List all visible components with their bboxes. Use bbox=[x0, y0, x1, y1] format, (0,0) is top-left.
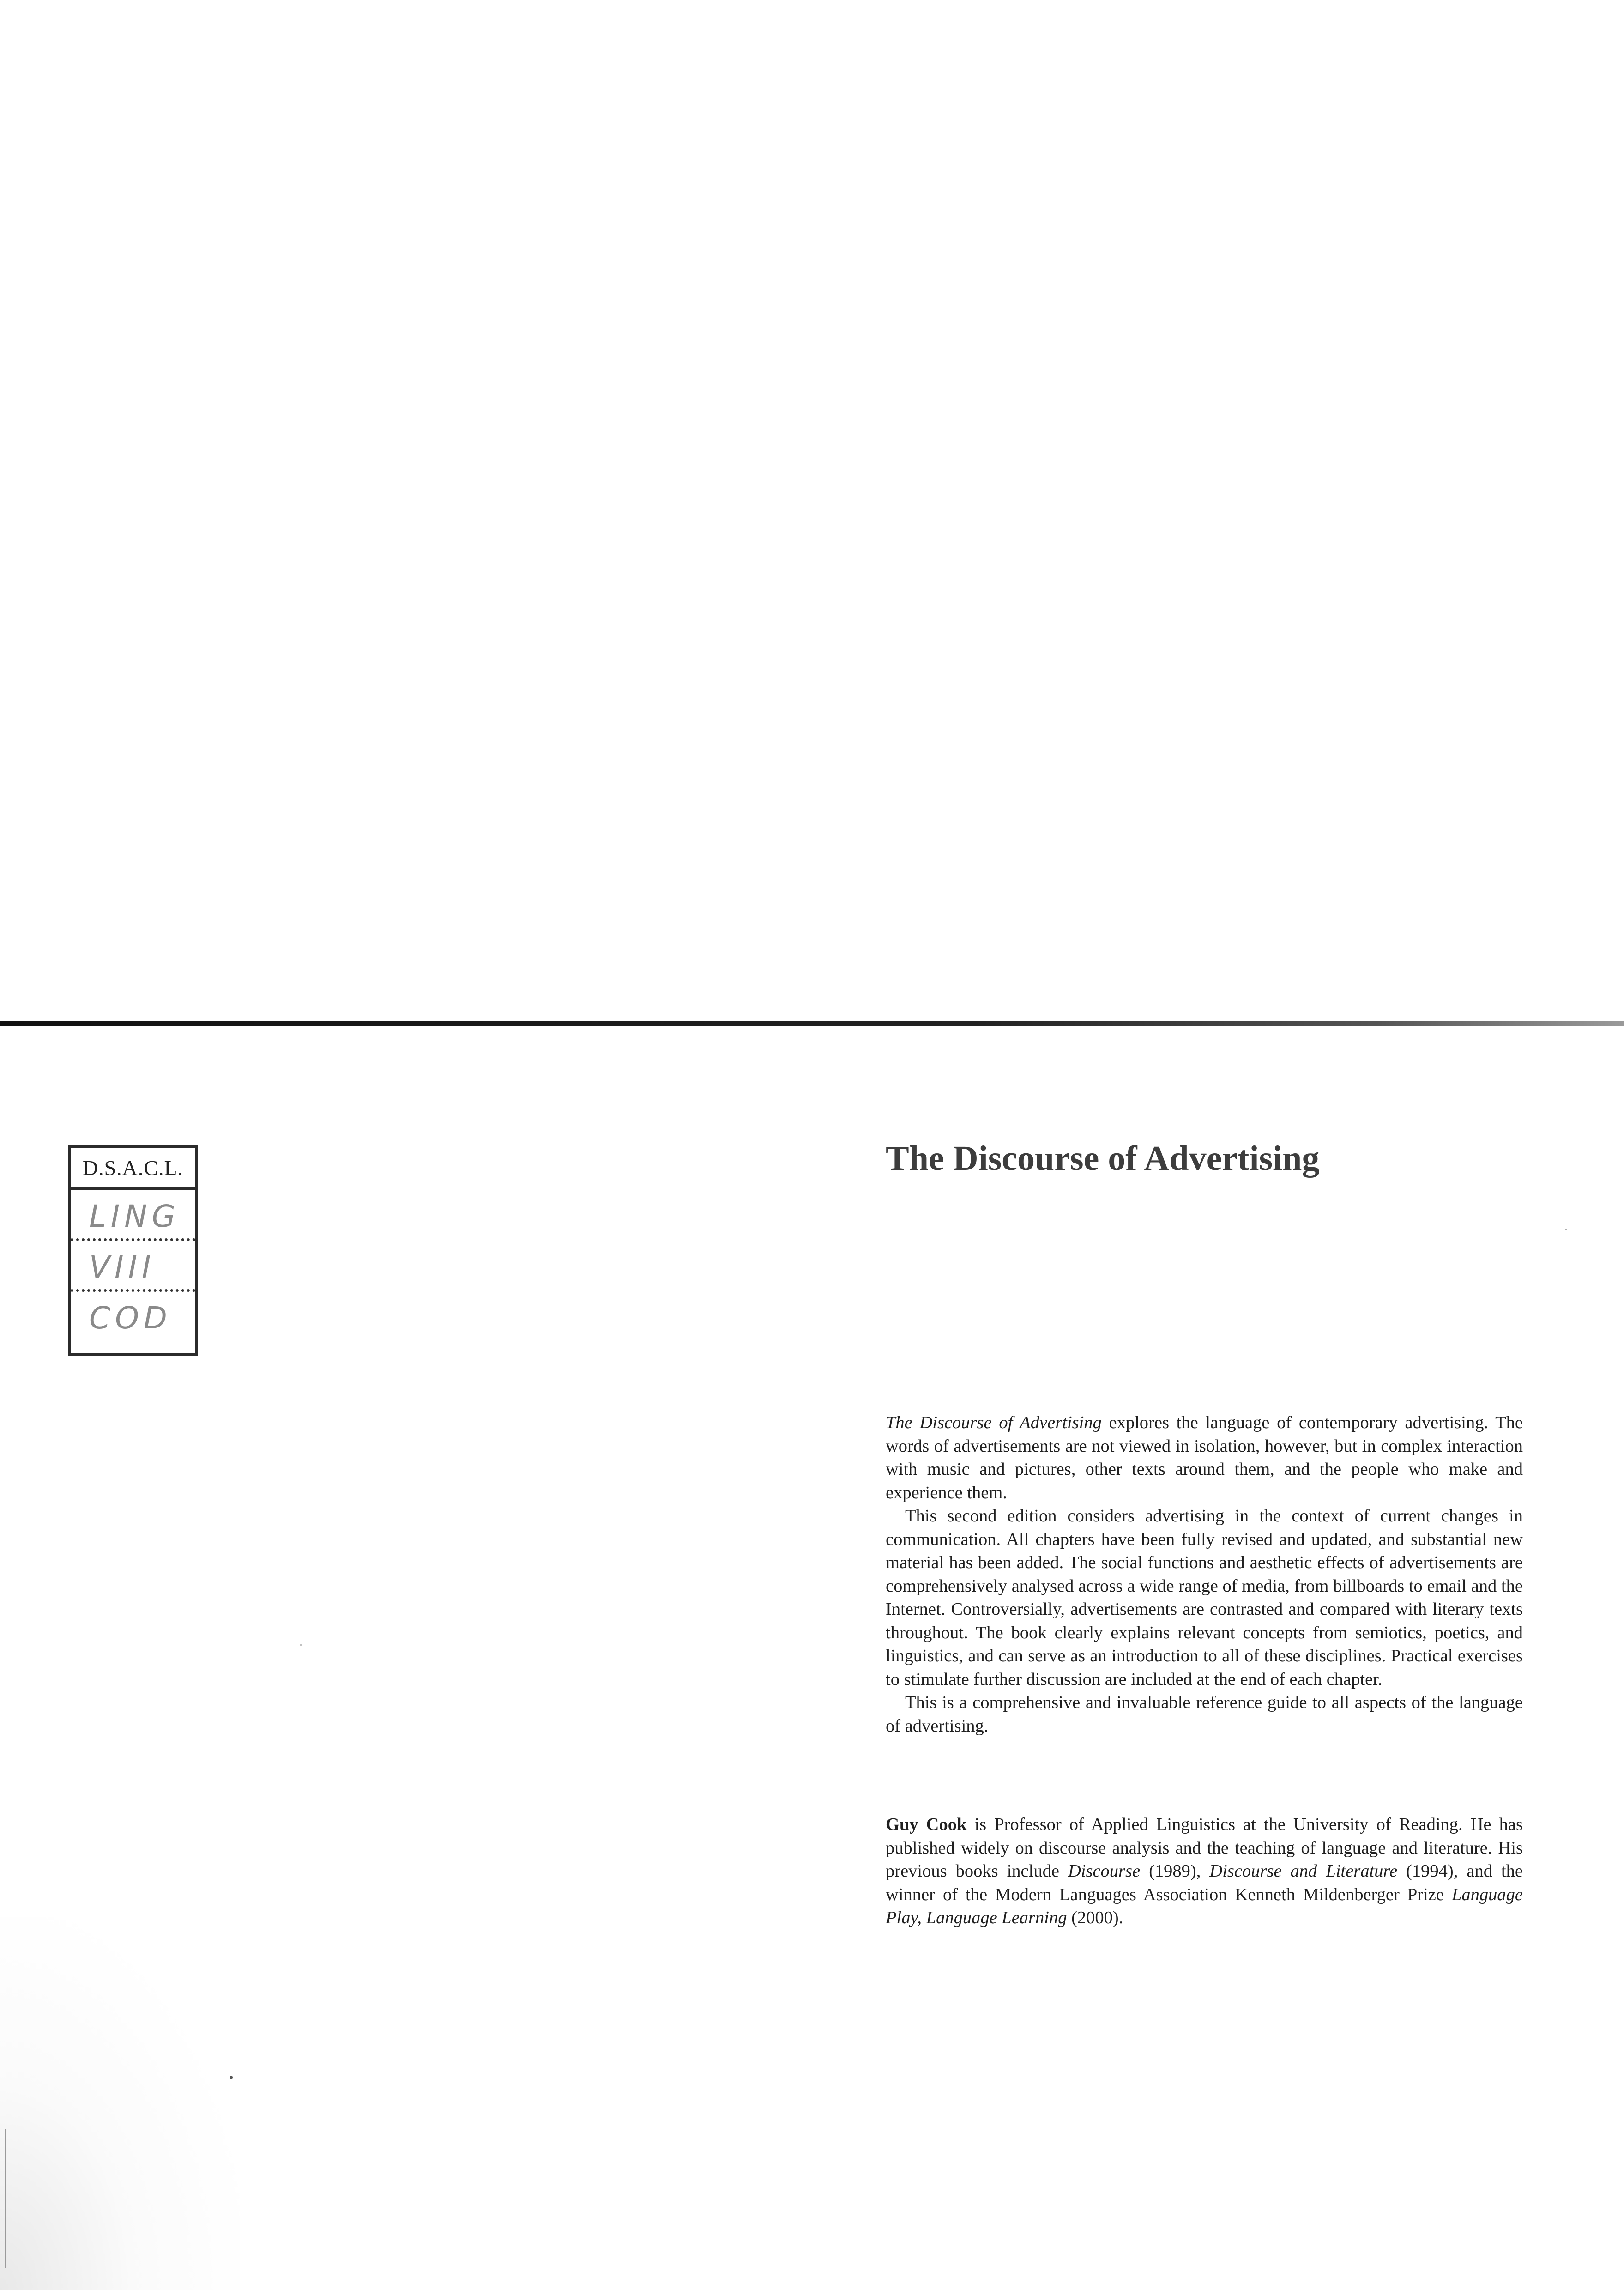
author-book-3: Language Play, Language Learning bbox=[886, 1884, 1523, 1927]
book-title: The Discourse of Advertising bbox=[886, 1139, 1320, 1178]
scan-edge-line bbox=[5, 2129, 6, 2268]
author-name: Guy Cook bbox=[886, 1815, 967, 1834]
description-paragraph-3: This is a comprehensive and invaluable reference guide to all aspects of the language of advertising. bbox=[886, 1693, 1523, 1736]
top-rule bbox=[0, 1021, 1624, 1026]
author-bio bbox=[886, 1813, 1523, 1930]
description-paragraph-1-text: explores the language of contemporary advertising. The words of advertisements are not viewed in isolation, however, but in complex interaction with music and pictures, other texts around them, and the people who make and experience them. bbox=[886, 1413, 1523, 1502]
author-bio-text-4: (2000). bbox=[1067, 1908, 1123, 1927]
description-paragraph-2: This second edition considers advertising in the context of current changes in communication. All chapters have been fully revised and updated, and substantial new material has been added. The social functions and aesthetic effects of advertisements are comprehensively analysed across a wide range of media, from billboards to email and the Internet. Controversially, advertisements are contrasted and compared with literary texts throughout. The book clearly explains relevant concepts from semiotics, poetics, and linguistics, and can serve as an introduction to all of these disciplines. Practical exercises to stimulate further discussion are included at the end of each chapter. bbox=[886, 1506, 1523, 1689]
scan-shadow bbox=[0, 1917, 240, 2290]
stamp-row-1 bbox=[71, 1190, 195, 1241]
scan-speck bbox=[1565, 1229, 1567, 1230]
stamp-institution: D.S.A.C.L. bbox=[71, 1148, 195, 1190]
library-stamp bbox=[68, 1145, 198, 1356]
stamp-shelf-line-1: LING bbox=[89, 1199, 180, 1234]
stamp-shelf-line-3: COD bbox=[89, 1300, 172, 1336]
author-bio-text-2: (1989), bbox=[1140, 1861, 1210, 1881]
stamp-row-2 bbox=[71, 1241, 195, 1292]
author-book-1: Discourse bbox=[1068, 1861, 1141, 1881]
author-book-2: Discourse and Literature bbox=[1209, 1861, 1398, 1881]
description-title-italic: The Discourse of Advertising bbox=[886, 1413, 1102, 1432]
author-bio-text-1: is Professor of Applied Linguistics at the University of Reading. He has published widely on discourse analysis and the teaching of language and literature. His previous books include bbox=[886, 1815, 1523, 1881]
scan-speck bbox=[300, 1644, 302, 1646]
stamp-row-3 bbox=[71, 1292, 195, 1343]
book-description bbox=[886, 1411, 1523, 1738]
description-paragraph-1 bbox=[886, 1411, 1523, 1504]
scan-speck bbox=[230, 2076, 233, 2079]
stamp-shelf-line-2: VIII bbox=[89, 1249, 156, 1285]
author-bio-text-3: (1994), and the winner of the Modern Languages Association Kenneth Mildenberger Prize bbox=[886, 1861, 1523, 1904]
